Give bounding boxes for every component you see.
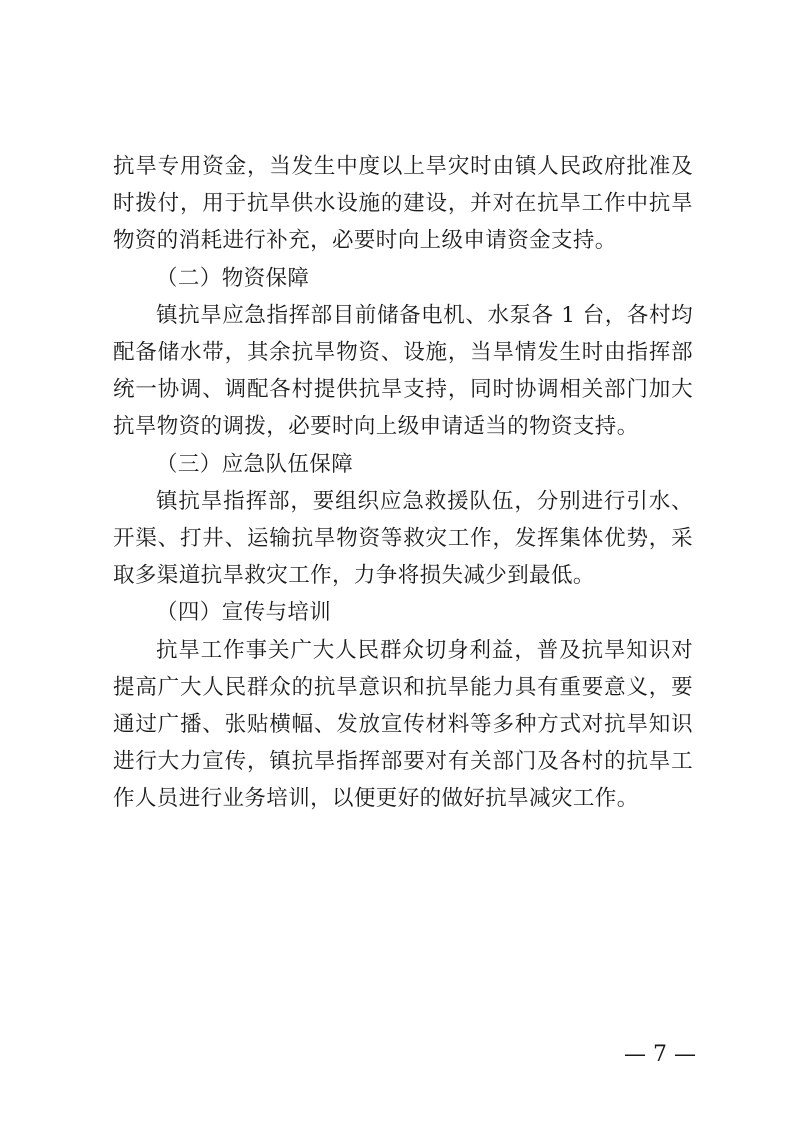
document-body	[113, 148, 693, 818]
section-body-materials: 镇抗旱应急指挥部目前储备电机、水泵各 1 台，各村均配备储水带，其余抗旱物资、设施，当旱情发生时由指挥部统一协调、调配各村提供抗旱支持，同时协调相关部门加大抗旱物资的调拨，必要时向上级申请适当的物资支持。	[113, 302, 693, 440]
section-body-publicity-training: 抗旱工作事关广大人民群众切身利益，普及抗旱知识对提高广大人民群众的抗旱意识和抗旱能力具有重要意义，要通过广播、张贴横幅、发放宣传材料等多种方式对抗旱知识进行大力宣传，镇抗旱指挥部要对有关部门及各村的抗旱工作人员进行业务培训，以便更好的做好抗旱减灾工作。	[113, 637, 693, 812]
page-number: — 7 —	[624, 1042, 696, 1067]
section-heading-materials: （二）物资保障	[156, 265, 310, 291]
paragraph-funding-continuation: 抗旱专用资金，当发生中度以上旱灾时由镇人民政府批准及时拨付，用于抗旱供水设施的建设，并对在抗旱工作中抗旱物资的消耗进行补充，必要时向上级申请资金支持。	[113, 154, 693, 254]
section-body-emergency-team: 镇抗旱指挥部，要组织应急救援队伍，分别进行引水、开渠、打井、运输抗旱物资等救灾工作，发挥集体优势，采取多渠道抗旱救灾工作，力争将损失减少到最低。	[113, 488, 693, 589]
section-heading-emergency-team: （三）应急队伍保障	[156, 451, 354, 477]
section-heading-publicity-training: （四）宣传与培训	[156, 600, 332, 626]
